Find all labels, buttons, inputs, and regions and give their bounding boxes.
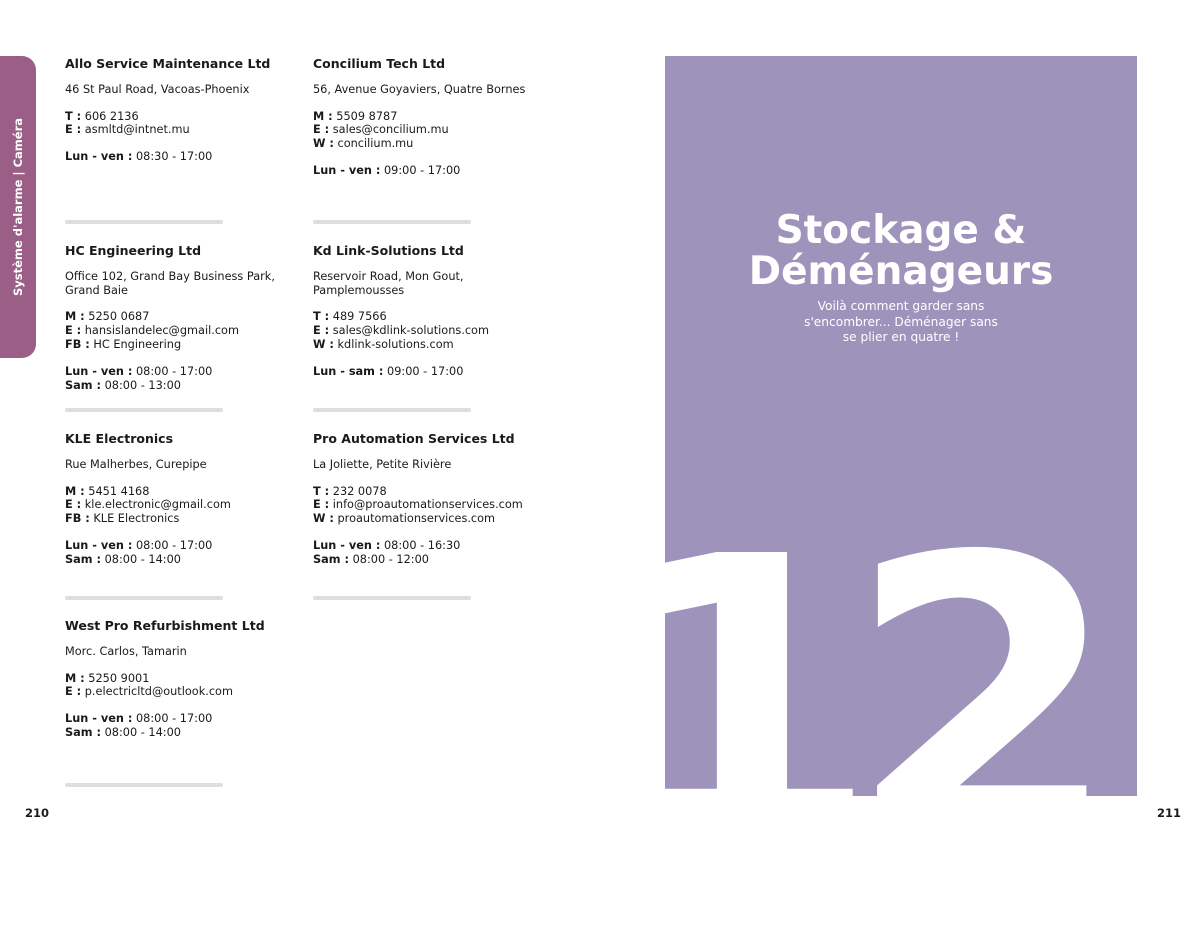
contact-label: T : [65, 109, 82, 123]
contact-label: E : [65, 324, 82, 338]
contact-line [313, 310, 573, 324]
company-card [65, 244, 325, 392]
address-line: 46 St Paul Road, Vacoas-Phoenix [65, 82, 250, 96]
company-hours [65, 365, 325, 393]
contact-label: M : [65, 484, 85, 498]
hours-value: 08:30 - 17:00 [135, 150, 213, 164]
contact-line [313, 485, 573, 499]
contact-value: kle.electronic@gmail.com [84, 498, 231, 512]
contact-label: W : [313, 137, 334, 151]
contact-label: FB : [65, 512, 90, 526]
contact-line [313, 324, 573, 338]
company-contacts [313, 485, 573, 526]
contact-value: proautomationservices.com [337, 512, 496, 526]
contact-label: W : [313, 512, 334, 526]
company-name: Concilium Tech Ltd [313, 56, 446, 71]
hours-value: 08:00 - 14:00 [104, 725, 181, 739]
contact-value: 5509 8787 [336, 109, 398, 123]
company-name: Allo Service Maintenance Ltd [65, 56, 271, 71]
hours-line [313, 365, 573, 379]
contact-label: FB : [65, 337, 90, 351]
contact-value: hansislandelec@gmail.com [84, 324, 239, 338]
company-contacts [313, 110, 573, 151]
company-name: KLE Electronics [65, 431, 174, 446]
contact-line [65, 512, 325, 526]
contact-label: E : [313, 498, 330, 512]
contact-line [313, 137, 573, 151]
address-line: Reservoir Road, Mon Gout, [313, 269, 464, 283]
company-card [313, 432, 573, 567]
company-hours [65, 539, 325, 567]
contact-label: M : [65, 310, 85, 324]
company-contacts [65, 310, 325, 351]
company-card [313, 57, 573, 178]
contact-label: E : [65, 685, 82, 699]
section-subtitle-line: se plier en quatre ! [842, 330, 960, 344]
section-title [665, 210, 1137, 292]
divider [65, 783, 223, 787]
hours-value: 08:00 - 17:00 [135, 538, 213, 552]
company-name: Pro Automation Services Ltd [313, 431, 515, 446]
hours-line [65, 539, 325, 553]
divider [65, 220, 223, 224]
contact-line [65, 672, 325, 686]
contact-value: 5451 4168 [88, 484, 150, 498]
section-subtitle-line: Voilà comment garder sans [817, 299, 985, 313]
section-side-tab [0, 56, 36, 358]
hours-value: 09:00 - 17:00 [387, 364, 464, 378]
contact-line [313, 110, 573, 124]
company-contacts [65, 485, 325, 526]
contact-value: sales@concilium.mu [332, 123, 449, 137]
hours-label: Sam : [65, 725, 101, 739]
divider [65, 596, 223, 600]
address-line: Office 102, Grand Bay Business Park, [65, 269, 275, 283]
company-address [65, 270, 325, 298]
company-address [65, 83, 325, 97]
hours-label: Lun - ven : [65, 538, 133, 552]
hours-label: Lun - ven : [313, 163, 381, 177]
contact-label: E : [65, 123, 82, 137]
hours-label: Lun - ven : [65, 150, 133, 164]
contact-label: T : [313, 484, 330, 498]
divider [65, 408, 223, 412]
company-contacts [65, 110, 325, 138]
address-line: Rue Malherbes, Curepipe [65, 457, 207, 471]
hours-label: Lun - ven : [65, 364, 133, 378]
company-card [65, 619, 325, 740]
contact-line [65, 485, 325, 499]
contact-line [65, 685, 325, 699]
hours-line [313, 553, 573, 567]
company-card [65, 57, 325, 164]
address-line: Morc. Carlos, Tamarin [65, 644, 187, 658]
hours-value: 08:00 - 13:00 [104, 378, 181, 392]
hours-line [313, 539, 573, 553]
hours-line [313, 164, 573, 178]
contact-value: asmltd@intnet.mu [84, 123, 190, 137]
contact-value: HC Engineering [93, 337, 182, 351]
hours-value: 08:00 - 12:00 [352, 552, 429, 566]
company-card [65, 432, 325, 567]
hours-label: Sam : [313, 552, 349, 566]
contact-line [65, 110, 325, 124]
section-subtitle-line: s'encombrer... Déménager sans [804, 314, 998, 329]
hours-line [65, 365, 325, 379]
contact-label: E : [313, 123, 330, 137]
hours-line [65, 553, 325, 567]
contact-line [65, 498, 325, 512]
contact-value: 5250 9001 [88, 671, 150, 685]
contact-line [313, 338, 573, 352]
contact-label: T : [313, 310, 330, 324]
contact-line [65, 338, 325, 352]
section-cover-panel [605, 56, 1137, 934]
contact-value: info@proautomationservices.com [332, 498, 523, 512]
section-number: 12 [605, 474, 1087, 934]
company-address [313, 83, 573, 97]
address-line: La Joliette, Petite Rivière [313, 457, 452, 471]
contact-value: 606 2136 [84, 109, 139, 123]
contact-value: kdlink-solutions.com [337, 337, 454, 351]
contact-value: 489 7566 [332, 310, 387, 324]
hours-label: Sam : [65, 552, 101, 566]
address-line: Pamplemousses [313, 283, 405, 297]
company-hours [65, 712, 325, 740]
contact-value: 232 0078 [332, 484, 387, 498]
contact-label: W : [313, 337, 334, 351]
company-address [313, 270, 573, 298]
divider [313, 408, 471, 412]
address-line: 56, Avenue Goyaviers, Quatre Bornes [313, 82, 526, 96]
hours-label: Lun - ven : [65, 712, 133, 726]
company-name: HC Engineering Ltd [65, 243, 202, 258]
company-hours [313, 539, 573, 567]
company-contacts [313, 310, 573, 351]
company-name: West Pro Refurbishment Ltd [65, 618, 265, 633]
contact-line [313, 512, 573, 526]
divider [313, 220, 471, 224]
hours-value: 08:00 - 17:00 [135, 712, 213, 726]
contact-label: E : [65, 498, 82, 512]
divider [313, 596, 471, 600]
contact-line [313, 123, 573, 137]
company-name: Kd Link-Solutions Ltd [313, 243, 464, 258]
page-number-right: 211 [1157, 806, 1182, 820]
address-line: Grand Baie [65, 283, 129, 297]
contact-line [313, 498, 573, 512]
hours-line [65, 712, 325, 726]
contact-value: p.electricltd@outlook.com [84, 685, 233, 699]
company-hours [313, 365, 573, 379]
hours-label: Lun - ven : [313, 538, 381, 552]
company-address [65, 645, 325, 659]
section-title-line: Stockage & [775, 208, 1027, 253]
contact-line [65, 324, 325, 338]
page-number-left: 210 [25, 806, 50, 820]
hours-value: 08:00 - 16:30 [383, 538, 461, 552]
company-hours [313, 164, 573, 178]
hours-label: Sam : [65, 378, 101, 392]
contact-value: 5250 0687 [88, 310, 150, 324]
contact-value: sales@kdlink-solutions.com [332, 324, 489, 338]
section-title-line: Déménageurs [748, 249, 1054, 294]
hours-line [65, 379, 325, 393]
contact-value: KLE Electronics [93, 512, 180, 526]
contact-value: concilium.mu [337, 137, 414, 151]
section-subtitle [791, 299, 1011, 346]
hours-line [65, 150, 325, 164]
hours-label: Lun - sam : [313, 364, 384, 378]
side-tab-label: Système d'alarme | Caméra [11, 118, 25, 296]
contact-label: M : [65, 671, 85, 685]
hours-line [65, 726, 325, 740]
hours-value: 08:00 - 14:00 [104, 552, 181, 566]
contact-label: E : [313, 324, 330, 338]
contact-line [65, 123, 325, 137]
company-hours [65, 150, 325, 164]
company-address [313, 458, 573, 472]
company-card [313, 244, 573, 379]
contact-line [65, 310, 325, 324]
hours-value: 08:00 - 17:00 [135, 364, 213, 378]
company-contacts [65, 672, 325, 700]
company-address [65, 458, 325, 472]
contact-label: M : [313, 109, 333, 123]
hours-value: 09:00 - 17:00 [383, 163, 461, 177]
